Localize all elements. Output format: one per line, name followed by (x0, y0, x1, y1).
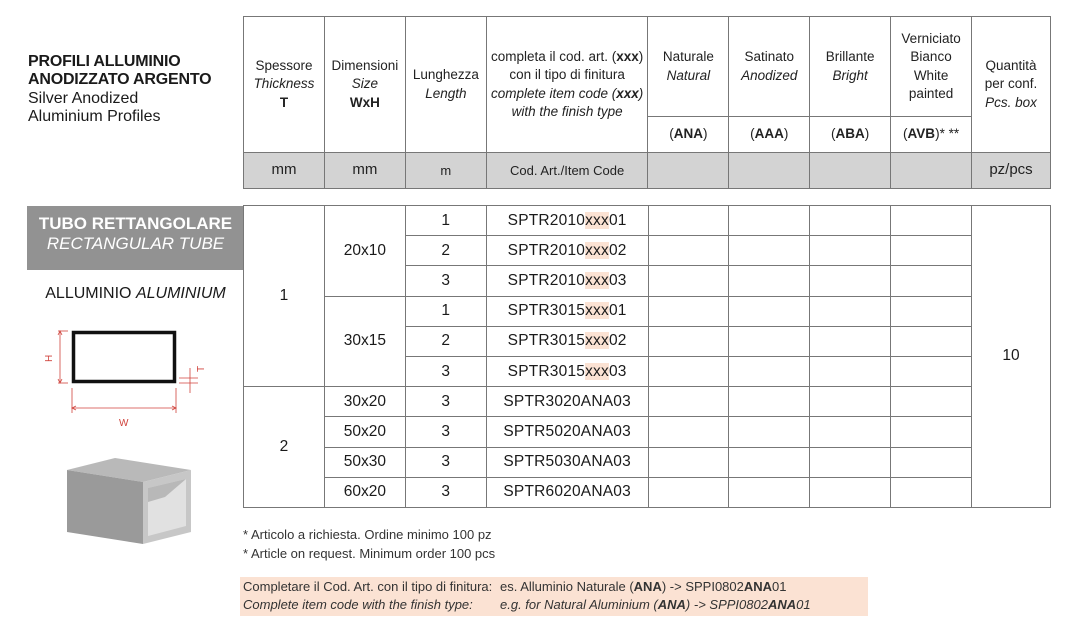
finish-code-aba: (ABA) (810, 117, 891, 153)
size-cell: 50x30 (324, 447, 405, 477)
unit-item-code: Cod. Art./Item Code (486, 153, 648, 189)
length-cell: 2 (405, 326, 486, 356)
title-en-line2: Aluminium Profiles (28, 108, 161, 126)
size-cell: 50x20 (324, 417, 405, 447)
item-code: SPTR5020ANA03 (486, 417, 648, 447)
length-cell: 2 (405, 236, 486, 266)
footnotes (243, 526, 495, 564)
header-bright: Brillante Bright (810, 17, 891, 117)
item-code: SPTR3015xxx03 (486, 356, 648, 386)
title-it-line2: ANODIZZATO ARGENTO (28, 71, 212, 89)
length-cell: 3 (405, 266, 486, 296)
product-name-en: RECTANGULAR TUBE (46, 234, 225, 254)
header-natural: Naturale Natural (648, 17, 729, 117)
length-cell: 3 (405, 417, 486, 447)
table-row (244, 387, 1051, 417)
footnote-it: * Articolo a richiesta. Ordine minimo 100 pz (243, 527, 492, 542)
label-w: W (119, 418, 129, 429)
unit-empty (729, 153, 810, 189)
tube-3d-icon (55, 452, 195, 552)
unit-empty (648, 153, 729, 189)
table-row (244, 477, 1051, 507)
finish-example-it: es. Alluminio Naturale (ANA) -> SPPI0802ANA01 (500, 579, 787, 594)
finish-instructions (240, 577, 868, 616)
header-thickness: Spessore Thickness T (244, 17, 325, 153)
length-cell: 1 (405, 296, 486, 326)
item-code: SPTR6020ANA03 (486, 477, 648, 507)
finish-code-ana: (ANA) (648, 117, 729, 153)
header-size: Dimensioni Size WxH (324, 17, 405, 153)
length-cell: 3 (405, 477, 486, 507)
section-drawing-icon (30, 318, 215, 433)
label-t: T (196, 365, 207, 372)
header-item-code: completa il cod. art. (xxx) con il tipo di finitura complete item code (xxx) with the finish type (486, 17, 648, 153)
table-row (244, 206, 1051, 236)
title-it-line1: PROFILI ALLUMINIO (28, 53, 181, 70)
thickness-cell: 1 (244, 206, 325, 387)
length-cell: 3 (405, 387, 486, 417)
catalog-title (28, 53, 243, 127)
item-code: SPTR3015xxx01 (486, 296, 648, 326)
length-cell: 1 (405, 206, 486, 236)
header-quantity: Quantità per conf. Pcs. box (972, 17, 1051, 153)
header-anodized: Satinato Anodized (729, 17, 810, 117)
header-length: Lunghezza Length (405, 17, 486, 153)
finish-code-avb: (AVB)* ** (891, 117, 972, 153)
size-cell: 60x20 (324, 477, 405, 507)
product-table (243, 205, 1051, 508)
title-en-line1: Silver Anodized (28, 89, 139, 107)
item-code: SPTR2010xxx03 (486, 266, 648, 296)
unit-length: m (405, 153, 486, 189)
product-label (27, 206, 244, 270)
table-row (244, 417, 1051, 447)
thickness-cell: 2 (244, 387, 325, 508)
footnote-en: * Article on request. Minimum order 100 pcs (243, 545, 496, 561)
item-code: SPTR3015xxx02 (486, 326, 648, 356)
label-h: H (44, 354, 55, 362)
size-cell: 30x20 (324, 387, 405, 417)
finish-code-aaa: (AAA) (729, 117, 810, 153)
unit-empty (810, 153, 891, 189)
length-cell: 3 (405, 447, 486, 477)
unit-size: mm (324, 153, 405, 189)
size-cell: 20x10 (324, 206, 405, 297)
item-code: SPTR3020ANA03 (486, 387, 648, 417)
unit-empty (891, 153, 972, 189)
unit-quantity: pz/pcs (972, 153, 1051, 189)
quantity-cell: 10 (972, 206, 1051, 508)
size-cell: 30x15 (324, 296, 405, 387)
item-code: SPTR2010xxx02 (486, 236, 648, 266)
finish-label-it: Completare il Cod. Art. con il tipo di finitura: (243, 579, 493, 594)
unit-thickness: mm (244, 153, 325, 189)
header-table (243, 16, 1051, 189)
product-name-it: TUBO RETTANGOLARE (38, 214, 233, 233)
material-label: ALLUMINIO ALUMINIUM (45, 285, 226, 302)
header-white-painted: Verniciato Bianco White painted (891, 17, 972, 117)
table-row (244, 296, 1051, 326)
table-row (244, 447, 1051, 477)
item-code: SPTR5030ANA03 (486, 447, 648, 477)
finish-example-en: e.g. for Natural Aluminium (ANA) -> SPPI0802ANA01 (500, 596, 811, 612)
finish-label-en: Complete item code with the finish type: (243, 596, 473, 612)
item-code: SPTR2010xxx01 (486, 206, 648, 236)
length-cell: 3 (405, 356, 486, 386)
